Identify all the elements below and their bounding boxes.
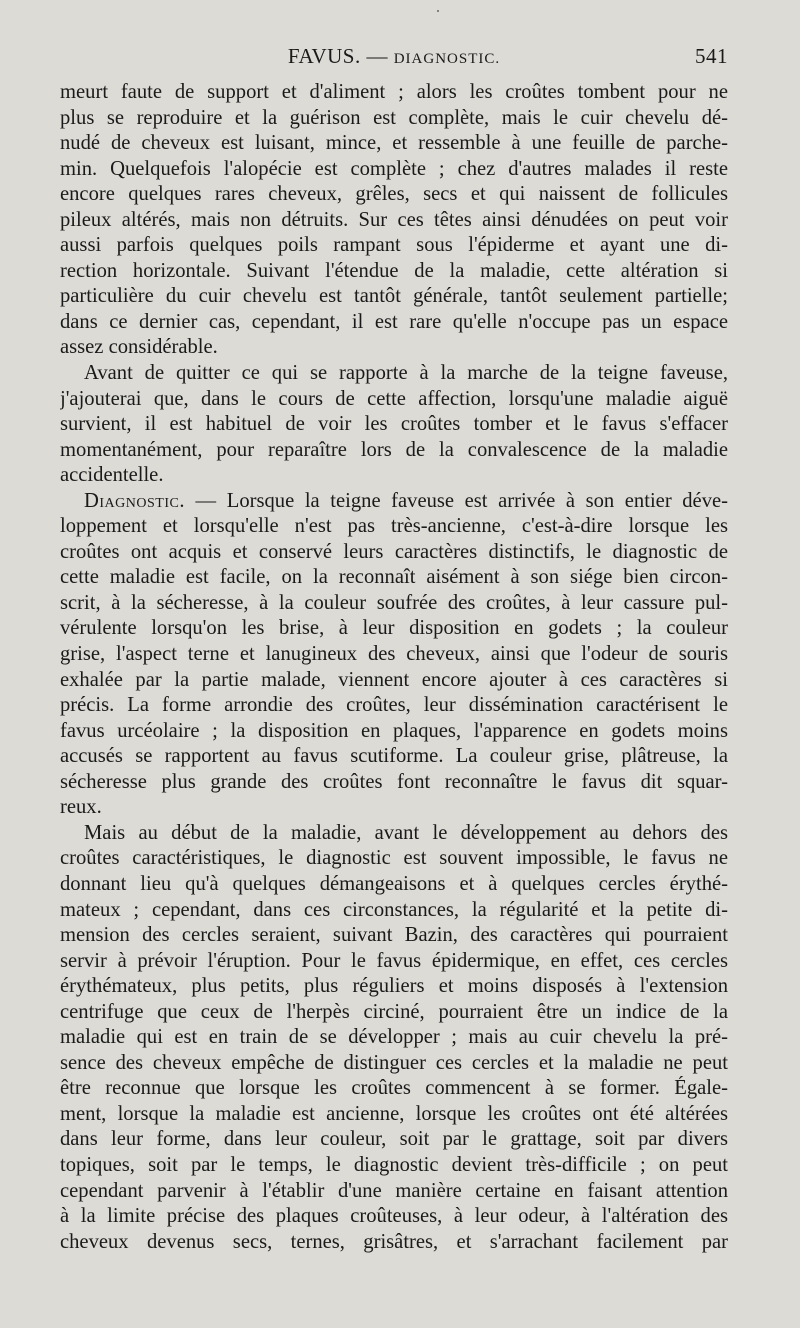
print-speck — [437, 10, 439, 12]
text-line: à la limite précise des plaques croûteuses, à leur odeur, à l'altération des — [60, 1205, 728, 1228]
text-line: grise, l'aspect terne et lanugineux des cheveux, ainsi que l'odeur de souris — [60, 643, 728, 666]
text-line: Mais au début de la maladie, avant le développement au dehors des — [84, 821, 728, 844]
text-line: pileux altérés, mais non détruits. Sur ces têtes ainsi dénudées on peut voir — [60, 208, 728, 231]
text-line: centrifuge que ceux de l'herpès circiné, pourraient être un indice de la — [60, 1000, 728, 1023]
text-line: plus se reproduire et la guérison est complète, mais le cuir chevelu dé- — [60, 106, 728, 129]
text-line: accusés se rapportent au favus scutiforme. La couleur grise, plâtreuse, la — [60, 745, 728, 768]
running-title — [60, 44, 728, 69]
text-line: exhalée par la partie malade, viennent encore ajouter à ces caractères si — [60, 668, 728, 691]
text-line: Avant de quitter ce qui se rapporte à la marche de la teigne faveuse, — [84, 362, 728, 385]
text-line: cheveux devenus secs, ternes, grisâtres, et s'arrachant facilement par — [60, 1230, 728, 1253]
page-body-text — [60, 80, 728, 1255]
text-line: reux. — [60, 796, 102, 819]
text-line: survient, il est habituel de voir les croûtes tomber et le favus s'effacer — [60, 413, 728, 436]
page-number: 541 — [695, 44, 728, 68]
text-line: dans ce dernier cas, cependant, il est rare qu'elle n'occupe pas un espace — [60, 310, 728, 333]
text-line: loppement et lorsqu'elle n'est pas très-ancienne, c'est-à-dire lorsque les — [60, 515, 728, 538]
text-line: dans leur forme, dans leur couleur, soit par le grattage, soit par divers — [60, 1128, 728, 1151]
text-line: être reconnue que lorsque les croûtes commencent à se former. Égale- — [60, 1077, 728, 1100]
text-line: sence des cheveux empêche de distinguer ces cercles et la maladie ne peut — [60, 1051, 728, 1074]
text-line-content: — Lorsque la teigne faveuse est arrivée à son entier déve- — [184, 489, 728, 512]
text-line: topiques, soit par le temps, le diagnostic devient très-difficile ; on peut — [60, 1153, 728, 1176]
text-line: érythémateux, plus petits, plus réguliers et moins disposés à l'extension — [60, 975, 728, 998]
running-title-section: DIAGNOSTIC. — [393, 51, 501, 67]
text-line: accidentelle. — [60, 464, 164, 487]
text-line: momentanément, pour reparaître lors de la convalescence de la maladie — [60, 438, 728, 461]
text-line: croûtes caractéristiques, le diagnostic est souvent impossible, le favus ne — [60, 847, 728, 870]
text-line — [60, 489, 728, 515]
text-line: meurt faute de support et d'aliment ; alors les croûtes tombent pour ne — [60, 81, 728, 103]
text-line: vérulente lorsqu'on les brise, à leur disposition en godets ; la couleur — [60, 617, 728, 640]
section-heading: Diagnostic. — [84, 489, 185, 512]
text-line: mateux ; cependant, dans ces circonstances, la régularité et la petite di- — [60, 898, 728, 921]
text-line: particulière du cuir chevelu est tantôt générale, tantôt seulement partielle; — [60, 285, 728, 308]
text-line: favus urcéolaire ; la disposition en plaques, l'apparence en godets moins — [60, 719, 728, 742]
text-line: précis. La forme arrondie des croûtes, leur dissémination caractérisent le — [60, 694, 728, 717]
text-line: cependant parvenir à l'établir d'une manière certaine en faisant attention — [60, 1179, 728, 1202]
text-line: maladie qui est en train de se développer ; mais au cuir chevelu la pré- — [60, 1026, 728, 1049]
text-line: croûtes ont acquis et conservé leurs caractères distinctifs, le diagnostic de — [60, 540, 728, 563]
text-line: j'ajouterai que, dans le cours de cette affection, lorsqu'une maladie aiguë — [60, 387, 728, 410]
text-line: encore quelques rares cheveux, grêles, secs et qui naissent de follicules — [60, 183, 728, 206]
text-line: aussi parfois quelques poils rampant sous l'épiderme et ayant une di- — [60, 234, 728, 257]
text-line: scrit, à la sécheresse, à la couleur soufrée des croûtes, à leur cassure pul- — [60, 591, 728, 614]
text-line: min. Quelquefois l'alopécie est complète ; chez d'autres malades il reste — [60, 157, 728, 180]
text-line: assez considérable. — [60, 336, 218, 359]
text-line: sécheresse plus grande des croûtes font reconnaître le favus dit squar- — [60, 770, 728, 793]
text-line: rection horizontale. Suivant l'étendue de la maladie, cette altération si — [60, 259, 728, 282]
text-line: cette maladie est facile, on la reconnaît aisément à son siége bien circon- — [60, 566, 728, 589]
text-line: ment, lorsque la maladie est ancienne, lorsque les croûtes ont été altérées — [60, 1102, 728, 1125]
text-line: nudé de cheveux est luisant, mince, et ressemble à une feuille de parche- — [60, 132, 728, 155]
text-line: donnant lieu qu'à quelques démangeaisons et à quelques cercles érythé- — [60, 872, 728, 895]
running-header — [60, 44, 728, 74]
text-line: servir à prévoir l'éruption. Pour le favus épidermique, en effet, ces cercles — [60, 949, 728, 972]
running-title-main: FAVUS. — — [287, 44, 394, 68]
text-line: mension des cercles seraient, suivant Bazin, des caractères qui pourraient — [60, 924, 728, 947]
